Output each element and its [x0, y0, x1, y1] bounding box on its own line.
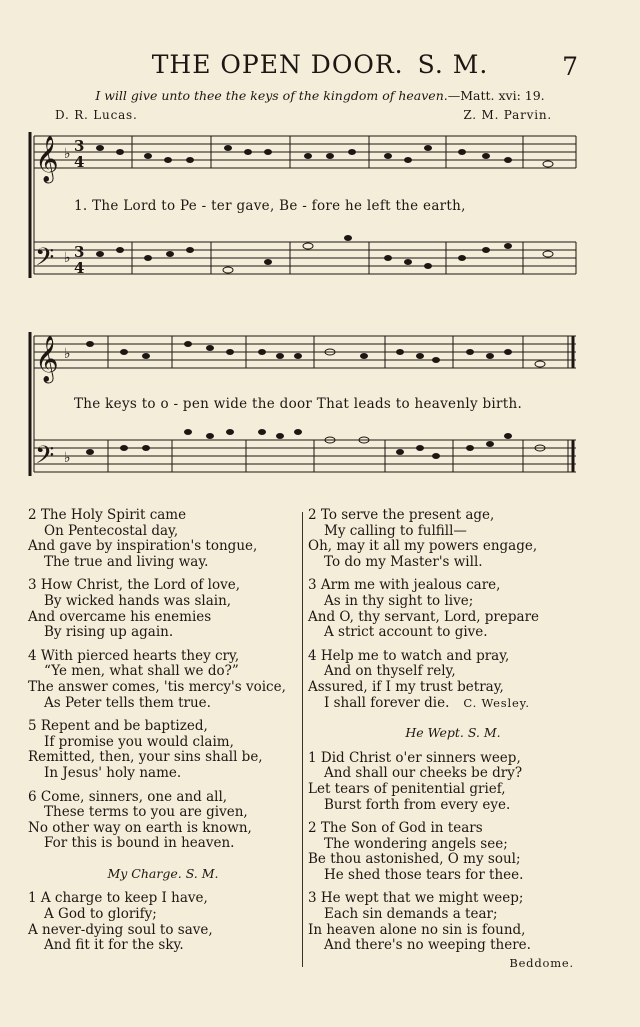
hymn-title: THE OPEN DOOR.	[151, 50, 404, 79]
svg-text:3: 3	[74, 243, 85, 261]
svg-text:3: 3	[74, 137, 85, 155]
verse-line: Let tears of penitential grief,	[308, 780, 506, 797]
verse-line: A God to glorify;	[44, 906, 157, 923]
hymn-meter: S. M.	[417, 50, 489, 79]
flat-icon: ♭	[64, 346, 71, 362]
stanza	[308, 578, 598, 640]
verse-line: 2 The Holy Spirit came	[28, 507, 187, 523]
verse-line: Remitted, then, your sins shall be,	[28, 749, 263, 766]
verse-line: Be thou astonished, O my soul;	[308, 851, 521, 868]
stanza	[308, 891, 598, 953]
flat-icon: ♭	[64, 146, 71, 162]
flat-icon: ♭	[64, 250, 71, 266]
hymn-heading-he-wept: He Wept. S. M.	[405, 725, 501, 741]
right-column	[308, 508, 598, 971]
verse-line: In Jesus' holy name.	[44, 764, 182, 781]
verse-line: My calling to fulfill—	[324, 522, 467, 539]
bass-clef-icon: 𝄢	[35, 243, 55, 278]
svg-text:4: 4	[74, 259, 85, 277]
verse-line: A strict account to give.	[324, 624, 488, 641]
lyrics-line-2: The keys to o - pen wide the door That leads to heavenly birth.	[74, 396, 523, 412]
verse-line: A never-dying soul to save,	[28, 921, 213, 938]
verse-line: 3 Arm me with jealous care,	[308, 577, 501, 594]
verse-line: 6 Come, sinners, one and all,	[28, 788, 228, 805]
bass-staff-2	[34, 440, 576, 472]
clefs	[35, 136, 84, 476]
verse-line: 5 Repent and be baptized,	[28, 718, 208, 735]
verse-line: And overcame his enemies	[28, 608, 212, 625]
verse-line: “Ye men, what shall we do?”	[44, 663, 239, 680]
verse-line: 3 He wept that we might weep;	[308, 890, 524, 907]
epigraph-reference: Matt. xvi: 19.	[460, 88, 545, 103]
verse-line: The wondering angels see;	[324, 835, 508, 852]
stanza	[308, 821, 598, 883]
verse-line: These terms to you are given,	[44, 804, 248, 821]
verse-line: 4 With pierced hearts they cry,	[28, 647, 240, 664]
svg-text:4: 4	[74, 153, 85, 171]
words-credit: D. R. Lucas.	[55, 108, 138, 122]
verse-line: 2 To serve the present age,	[308, 507, 495, 523]
stanza	[28, 578, 298, 640]
treble-clef-icon: 𝄞	[35, 336, 59, 382]
verse-line: As Peter tells them true.	[44, 694, 211, 711]
stanza	[28, 891, 298, 953]
epigraph-text: I will give unto thee the keys of the kingdom of heaven.—	[95, 88, 461, 103]
treble-staff-2	[34, 336, 576, 368]
verse-line: 1 Did Christ o'er sinners weep,	[308, 749, 521, 766]
flat-icon: ♭	[64, 450, 71, 466]
stanza	[308, 751, 598, 813]
verse-line: To do my Master's will.	[324, 553, 483, 570]
bass-clef-icon: 𝄢	[35, 441, 55, 476]
verse-line: Burst forth from every eye.	[324, 796, 511, 813]
verse-line: No other way on earth is known,	[28, 819, 252, 836]
stanza	[308, 508, 598, 570]
column-divider	[302, 512, 303, 967]
verse-line: By rising up again.	[44, 624, 174, 641]
left-column	[28, 508, 298, 962]
verse-line: And fit it for the sky.	[44, 937, 184, 954]
hymn-heading-my-charge: My Charge. S. M.	[107, 865, 219, 881]
verse-line: Each sin demands a tear;	[324, 906, 498, 923]
verse-line: He shed those tears for thee.	[324, 866, 524, 883]
verse-line: By wicked hands was slain,	[44, 592, 232, 609]
verse-line: Assured, if I my trust betray,	[308, 678, 504, 695]
treble-staff-1	[34, 136, 576, 168]
attribution-beddome: Beddome.	[509, 955, 574, 970]
verse-line: The true and living way.	[44, 553, 209, 570]
verse-line: And gave by inspiration's tongue,	[28, 538, 258, 555]
stanza	[28, 508, 298, 570]
verse-line: As in thy sight to live;	[324, 592, 474, 609]
verse-line: The answer comes, 'tis mercy's voice,	[28, 678, 286, 695]
music-credit: Z. M. Parvin.	[463, 108, 552, 122]
stanza	[28, 719, 298, 781]
stanza	[308, 649, 598, 711]
verse-line: 2 The Son of God in tears	[308, 820, 483, 837]
verse-line: For this is bound in heaven.	[44, 835, 235, 852]
verse-line: And there's no weeping there.	[324, 937, 531, 954]
music-score	[0, 0, 640, 500]
verse-line: 3 How Christ, the Lord of love,	[28, 577, 241, 594]
verse-line: If promise you would claim,	[44, 733, 234, 750]
verse-line: And on thyself rely,	[324, 663, 456, 680]
attribution-wesley: C. Wesley.	[463, 695, 530, 710]
verse-line: And O, thy servant, Lord, prepare	[308, 608, 540, 625]
bass-staff-1	[34, 242, 576, 274]
verse-line: And shall our cheeks be dry?	[324, 765, 523, 782]
lyrics-line-1: 1. The Lord to Pe - ter gave, Be - fore he left the earth,	[74, 198, 466, 214]
verse-line: 4 Help me to watch and pray,	[308, 647, 510, 664]
stanza	[28, 649, 298, 711]
page-number: 7	[562, 52, 578, 81]
verse-line: On Pentecostal day,	[44, 522, 179, 539]
stanza	[28, 790, 298, 852]
verse-line: In heaven alone no sin is found,	[308, 921, 526, 938]
verse-line: Oh, may it all my powers engage,	[308, 538, 538, 555]
verse-line: I shall forever die. C. Wesley.	[324, 694, 530, 711]
treble-clef-icon: 𝄞	[35, 136, 59, 182]
verse-line: 1 A charge to keep I have,	[28, 890, 208, 907]
